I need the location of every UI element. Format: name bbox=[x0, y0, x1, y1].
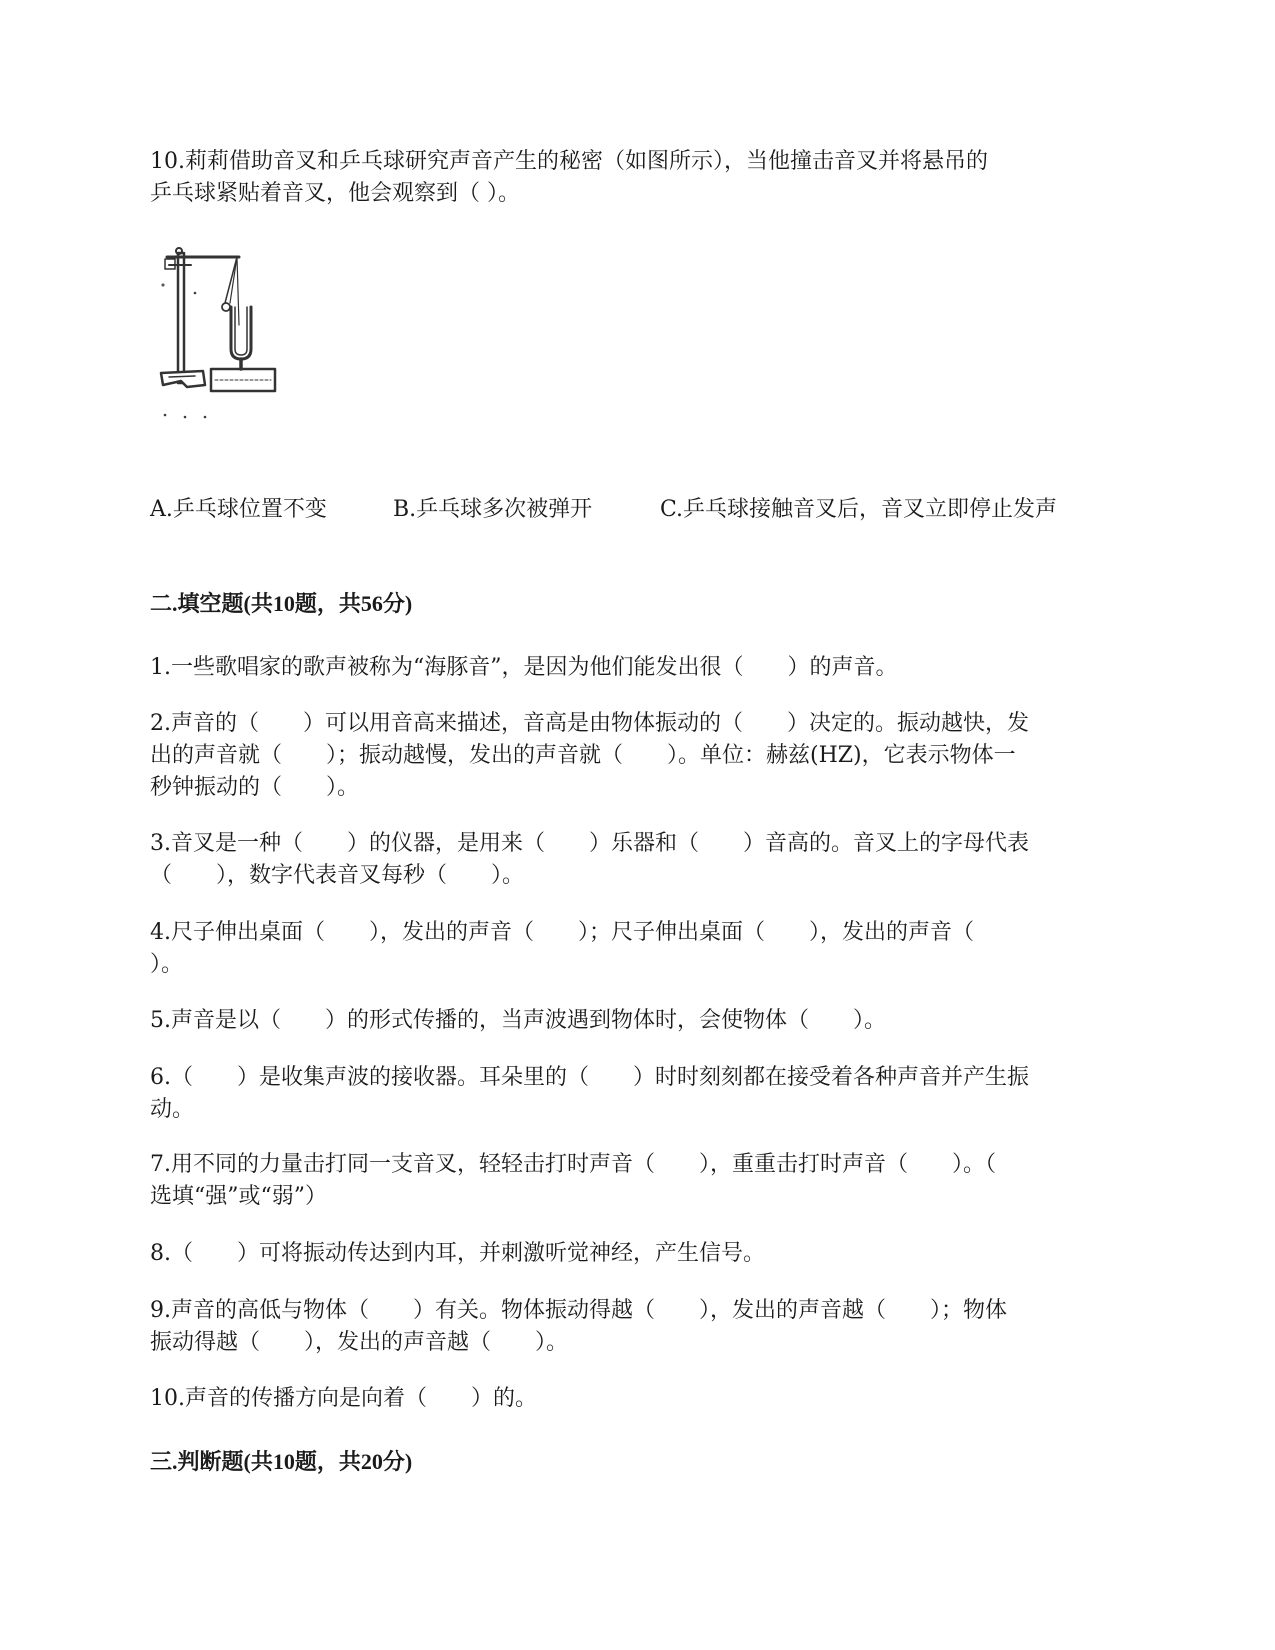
tuning-fork-figure bbox=[155, 245, 290, 425]
section-heading-fill-in: 二.填空题(共10题，共56分) bbox=[150, 591, 413, 616]
fill-question-6 bbox=[150, 1062, 1130, 1126]
question-line: 7.用不同的力量击打同一支音叉，轻轻击打时声音（ ），重重击打时声音（ ）。（ bbox=[150, 1152, 996, 1177]
fill-question-7 bbox=[150, 1149, 1130, 1213]
fill-question-10 bbox=[150, 1383, 1130, 1415]
question-line: 6.（ ）是收集声波的接收器。耳朵里的（ ）时时刻刻都在接受着各种声音并产生振 bbox=[150, 1065, 1029, 1090]
q10-option-a[interactable]: A.乒乓球位置不变 bbox=[150, 497, 327, 522]
q10-option-c[interactable]: C.乒乓球接触音叉后，音叉立即停止发声 bbox=[660, 497, 1058, 522]
section-heading-true-false: 三.判断题(共10题，共20分) bbox=[150, 1449, 413, 1474]
question-line: 振动得越（ ），发出的声音越（ ）。 bbox=[150, 1330, 569, 1355]
fill-question-1 bbox=[150, 652, 1130, 684]
question-line: 10.声音的传播方向是向着（ ）的。 bbox=[150, 1386, 537, 1411]
q10-stem bbox=[150, 146, 1130, 210]
q10-option-b[interactable]: B.乒乓球多次被弹开 bbox=[393, 497, 593, 522]
question-line: ）。 bbox=[150, 952, 184, 977]
question-line: （ ），数字代表音叉每秒（ ）。 bbox=[150, 863, 525, 888]
fill-question-3 bbox=[150, 828, 1130, 892]
q10-stem-line: 乒乓球紧贴着音叉，他会观察到（ ）。 bbox=[150, 181, 520, 206]
fill-question-8 bbox=[150, 1238, 1130, 1270]
question-line: 4.尺子伸出桌面（ ），发出的声音（ ）；尺子伸出桌面（ ），发出的声音（ bbox=[150, 920, 974, 945]
question-line: 3.音叉是一种（ ）的仪器，是用来（ ）乐器和（ ）音高的。音叉上的字母代表 bbox=[150, 831, 1029, 856]
fill-question-9 bbox=[150, 1295, 1130, 1359]
fill-question-4 bbox=[150, 917, 1130, 981]
question-line: 秒钟振动的（ ）。 bbox=[150, 775, 360, 800]
question-line: 出的声音就（ ）；振动越慢，发出的声音就（ ）。单位：赫兹(HZ)，它表示物体一 bbox=[150, 743, 1016, 768]
question-line: 1.一些歌唱家的歌声被称为“海豚音”，是因为他们能发出很（ ）的声音。 bbox=[150, 655, 898, 680]
question-line: 5.声音是以（ ）的形式传播的，当声波遇到物体时，会使物体（ ）。 bbox=[150, 1008, 886, 1033]
question-line: 2.声音的（ ）可以用音高来描述，音高是由物体振动的（ ）决定的。振动越快，发 bbox=[150, 711, 1029, 736]
question-line: 9.声音的高低与物体（ ）有关。物体振动得越（ ），发出的声音越（ ）；物体 bbox=[150, 1298, 1007, 1323]
fill-question-5 bbox=[150, 1005, 1130, 1037]
tuning-fork-icon bbox=[155, 245, 290, 425]
question-line: 8.（ ）可将振动传达到内耳，并刺激听觉神经，产生信号。 bbox=[150, 1241, 765, 1266]
fill-question-2 bbox=[150, 708, 1130, 804]
q10-stem-line: 10.莉莉借助音叉和乒乓球研究声音产生的秘密（如图所示），当他撞击音叉并将悬吊的 bbox=[150, 149, 988, 174]
question-line: 选填“强”或“弱”） bbox=[150, 1184, 327, 1209]
question-line: 动。 bbox=[150, 1097, 195, 1122]
